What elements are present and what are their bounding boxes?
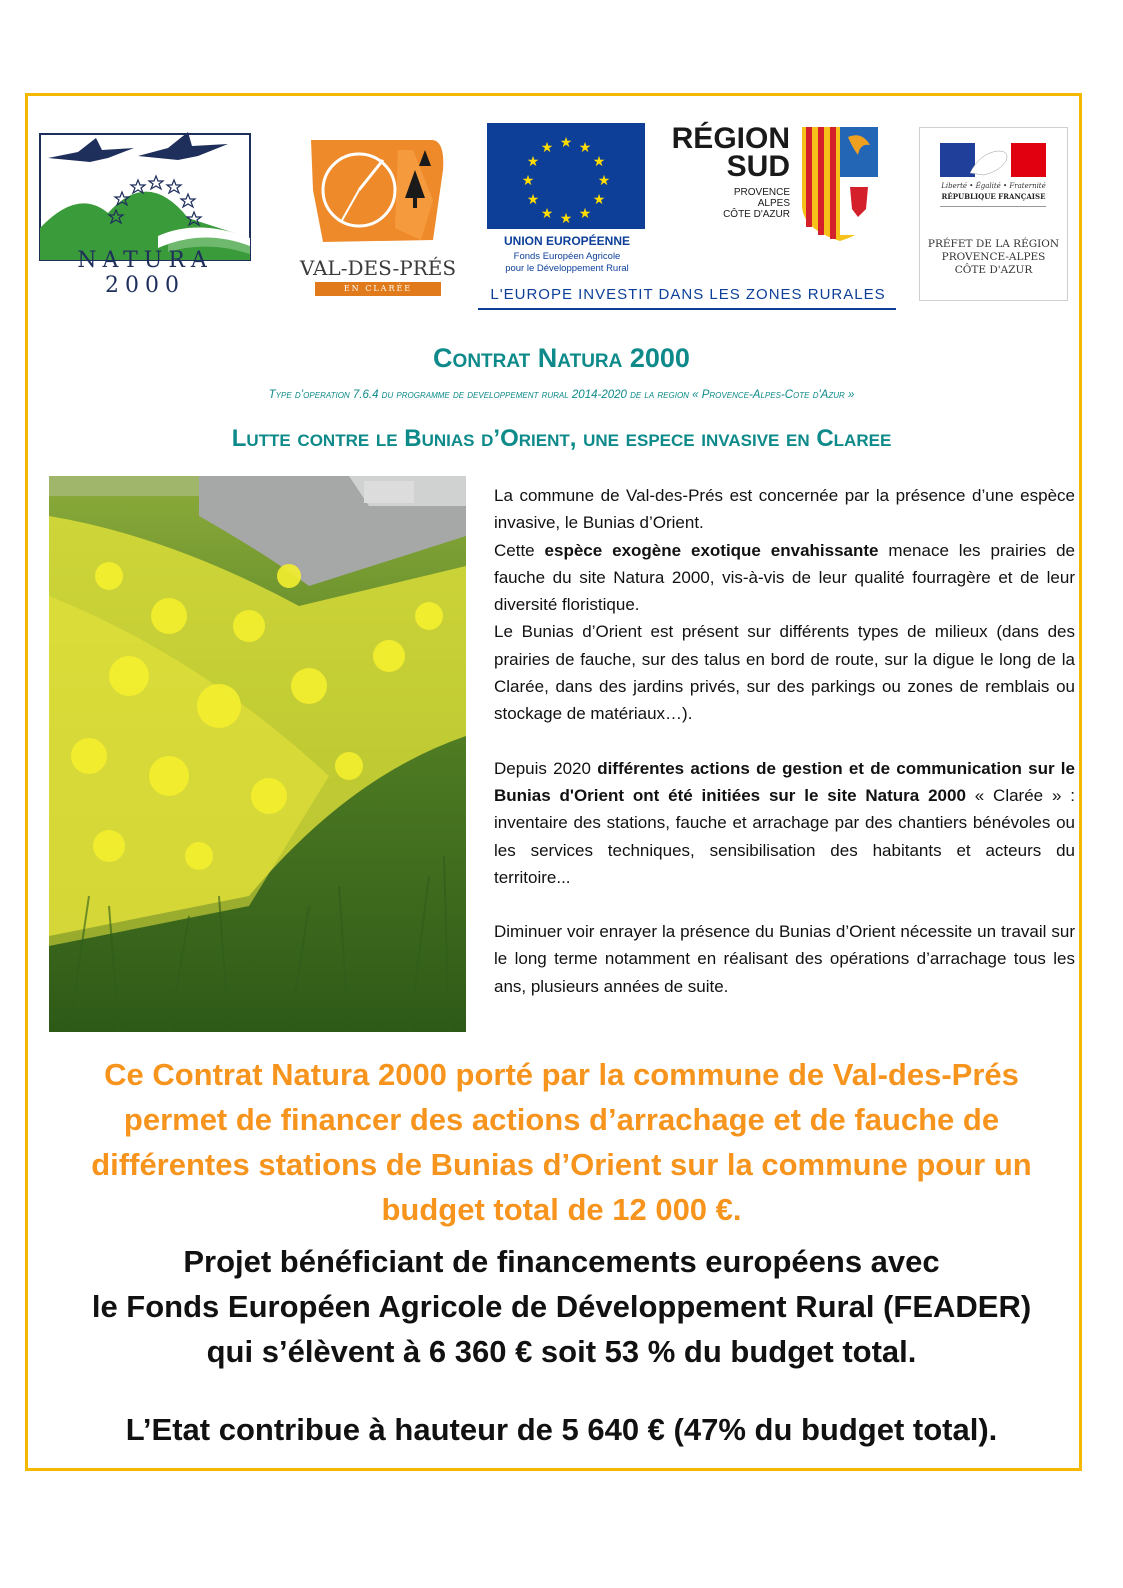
- paragraph-threat-start: Cette: [494, 540, 545, 560]
- svg-text:★: ★: [592, 154, 606, 170]
- eu-fund-name: [487, 251, 647, 275]
- eu-title: UNION EUROPÉENNE: [503, 234, 631, 248]
- prefet-title-line-1: PRÉFET DE LA RÉGION: [927, 238, 1060, 250]
- paragraph-long-term: Diminuer voir enrayer la présence du Bunias d’Orient nécessite un travail sur le long terme notamment en réalisant des opérations d’arrachage tous les ans, plusieurs années de suite.: [494, 922, 1075, 996]
- svg-text:★: ★: [526, 154, 540, 170]
- svg-text:★: ★: [540, 206, 554, 222]
- region-sub-line-3: CÔTE D'AZUR: [723, 209, 790, 220]
- region-title-line-1: RÉGION: [671, 122, 790, 155]
- paragraph-actions: [494, 755, 1075, 891]
- republique-francaise-label: RÉPUBLIQUE FRANÇAISE: [941, 192, 1046, 201]
- bunias-field-image: [49, 476, 466, 1032]
- paragraph-gap: [494, 891, 1075, 918]
- union-europeenne-logo: [487, 123, 647, 283]
- region-sud-wordmark: [630, 122, 790, 183]
- svg-text:★: ★: [540, 140, 554, 156]
- svg-text:★: ★: [521, 173, 535, 189]
- contract-budget-highlight: Ce Contrat Natura 2000 porté par la commune de Val-des-Prés permet de financer des actions d’arrachage et de fauche de différentes stations de Bunias d’Orient sur la commune pour un budget total de 12 000 €.: [91, 1057, 1032, 1227]
- body-text: [494, 482, 1075, 1000]
- svg-text:★: ★: [559, 211, 573, 227]
- prefet-title-line-2: PROVENCE-ALPES: [941, 251, 1046, 263]
- marianne-icon: [940, 143, 1046, 183]
- paragraph-actions-end: « Clarée » : inventaire des stations, fauche et arrachage par des chantiers bénévoles ou les services techniques, sensibilisation des habitants et acteurs du territoire...: [494, 785, 1075, 887]
- en-claree-ribbon: EN CLARÉE: [315, 282, 441, 296]
- prefet-title-line-3: CÔTE D'AZUR: [954, 264, 1033, 276]
- svg-text:★: ★: [578, 206, 592, 222]
- region-sub-line-1: PROVENCE: [733, 187, 790, 198]
- region-title-line-2: SUD: [726, 150, 790, 183]
- document-title: Contrat Natura 2000: [433, 343, 690, 373]
- funding-line-2: le Fonds Européen Agricole de Développement Rural (FEADER): [91, 1289, 1032, 1324]
- natura-2000-logo: [38, 118, 252, 298]
- region-sub-text: [670, 187, 790, 220]
- paragraph-gap: [494, 728, 1075, 755]
- prefet-region-logo: [919, 127, 1068, 301]
- paragraph-threat-emphasis: espèce exogène exotique envahissante: [544, 540, 879, 560]
- prefet-divider: [940, 206, 1046, 207]
- paragraph-threat: [494, 537, 1075, 619]
- document-subtitle: Type d’operation 7.6.4 du programme de developpement rural 2014-2020 de la region « Provence-Alpes-Cote d'Azur »: [268, 389, 855, 401]
- val-des-pres-wordmark: VAL-DES-PRÉS: [299, 256, 457, 280]
- region-shield-icon: [800, 125, 880, 243]
- val-des-pres-emblem-icon: [283, 130, 473, 252]
- region-sud-logo: [668, 122, 900, 250]
- eu-fund-line-2: pour le Développement Rural: [505, 263, 629, 274]
- paragraph-habitats: Le Bunias d’Orient est présent sur différents types de milieux (dans des prairies de fauche, sur des talus en bord de route, sur la digue le long de la Clarée, dans des jardins privés, sur des parkings ou zones de remblais ou stockage de matériaux…).: [494, 622, 1075, 724]
- svg-text:★: ★: [597, 173, 611, 189]
- section-heading: Lutte contre le Bunias d’Orient, une espece invasive en Claree: [231, 425, 892, 452]
- state-contribution: L’Etat contribue à hauteur de 5 640 € (47% du budget total).: [125, 1412, 998, 1447]
- val-des-pres-logo: [283, 130, 473, 300]
- eu-slogan-rule: [478, 308, 896, 310]
- natura-2000-emblem-icon: [38, 118, 252, 268]
- region-sub-line-2: ALPES: [757, 198, 790, 209]
- eu-fund-line-1: Fonds Européen Agricole: [513, 251, 621, 262]
- svg-text:★: ★: [592, 192, 606, 208]
- natura-2000-wordmark: NATURA 2000: [77, 248, 213, 298]
- svg-text:★: ★: [559, 135, 573, 151]
- eu-flag-icon: [487, 123, 645, 229]
- paragraph-intro: La commune de Val-des-Prés est concernée par la présence d’une espèce invasive, le Bunias d’Orient.: [494, 486, 1075, 533]
- bunias-orient-photo: [49, 476, 466, 1032]
- prefet-title: [920, 238, 1067, 277]
- svg-text:★: ★: [526, 192, 540, 208]
- svg-text:★: ★: [578, 140, 592, 156]
- paragraph-threat-end: menace les prairies de fauche du site Natura 2000, vis-à-vis de leur qualité fourragère et de leur diversité floristique.: [494, 540, 1075, 615]
- prefet-motto: Liberté • Égalité • Fraternité: [941, 182, 1046, 190]
- funding-statement: [50, 1239, 1073, 1374]
- funding-line-1: Projet bénéficiant de financements européens avec: [183, 1244, 940, 1279]
- funding-line-3: qui s’élèvent à 6 360 € soit 53 % du budget total.: [206, 1334, 917, 1369]
- paragraph-actions-emphasis: différentes actions de gestion et de communication sur le Bunias d'Orient ont été initiées sur le site Natura 2000: [494, 758, 1075, 805]
- eu-slogan: L'EUROPE INVESTIT DANS LES ZONES RURALES: [490, 286, 886, 303]
- paragraph-actions-start: Depuis 2020: [494, 758, 598, 778]
